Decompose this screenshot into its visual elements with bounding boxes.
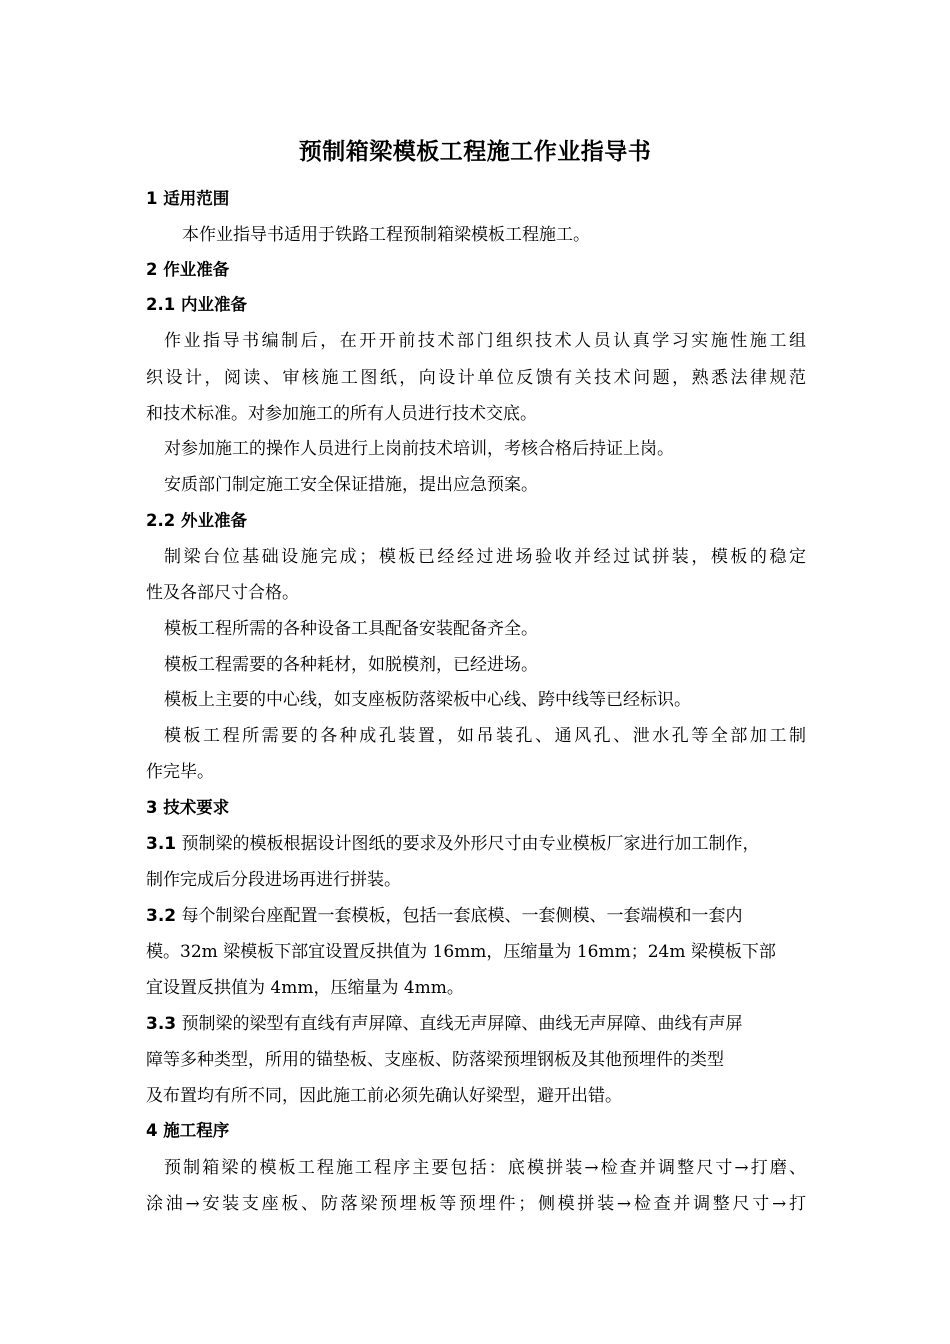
paragraph-line: 涂油→安装支座板、防落梁预埋板等预埋件；侧模拼装→检查并调整尺寸→打 — [146, 1194, 806, 1214]
section-heading-3: 3 技术要求 — [146, 798, 230, 817]
document-title: 预制箱梁模板工程施工作业指导书 — [298, 139, 652, 165]
paragraph-line: 本作业指导书适用于铁路工程预制箱梁模板工程施工。 — [182, 225, 590, 245]
paragraph-line: 作业指导书编制后，在开开前技术部门组织技术人员认真学习实施性施工组 — [164, 331, 806, 351]
paragraph-line: 模板上主要的中心线，如支座板防落梁板中心线、跨中线等已经标识。 — [164, 690, 691, 710]
clause-text: 每个制梁台座配置一套模板，包括一套底模、一套侧模、一套端模和一套内 — [176, 906, 743, 926]
clause-number: 3.2 — [146, 906, 177, 926]
clause-text: 预制梁的模板根据设计图纸的要求及外形尺寸由专业模板厂家进行加工制作， — [176, 834, 760, 854]
paragraph-line: 及布置均有所不同，因此施工前必须先确认好梁型，避开出错。 — [146, 1086, 622, 1106]
paragraph-line: 模板工程所需的各种设备工具配备安装配备齐全。 — [164, 619, 538, 639]
paragraph-line: 模。32m 梁模板下部宜设置反拱值为 16mm，压缩量为 16mm；24m 梁模板下部 — [146, 942, 776, 962]
paragraph-line: 障等多种类型，所用的锚垫板、支座板、防落梁预埋钢板及其他预埋件的类型 — [146, 1050, 724, 1070]
paragraph-line: 作完毕。 — [146, 762, 214, 782]
paragraph-line: 模板工程所需要的各种成孔装置，如吊装孔、通风孔、泄水孔等全部加工制 — [164, 726, 806, 746]
paragraph-line: 和技术标准。对参加施工的所有人员进行技术交底。 — [146, 404, 537, 424]
paragraph-line: 宜设置反拱值为 4mm，压缩量为 4mm。 — [146, 978, 464, 998]
subsection-heading-2-2: 2.2 外业准备 — [146, 511, 247, 530]
section-heading-4: 4 施工程序 — [146, 1121, 230, 1140]
paragraph-line: 制梁台位基础设施完成；模板已经经过进场验收并经过试拼装，模板的稳定 — [164, 547, 806, 567]
paragraph-line: 对参加施工的操作人员进行上岗前技术培训，考核合格后持证上岗。 — [164, 439, 674, 459]
clause-number: 3.1 — [146, 834, 177, 854]
paragraph-line: 织设计，阅读、审核施工图纸，向设计单位反馈有关技术问题，熟悉法律规范 — [146, 368, 806, 388]
paragraph-line: 安质部门制定施工安全保证措施，提出应急预案。 — [164, 475, 538, 495]
subsection-heading-2-1: 2.1 内业准备 — [146, 295, 247, 314]
clause-3-1-line — [146, 832, 826, 856]
clause-3-3-line — [146, 1012, 826, 1036]
paragraph-line: 性及各部尺寸合格。 — [146, 583, 299, 603]
clause-number: 3.3 — [146, 1014, 177, 1034]
section-heading-1: 1 适用范围 — [146, 189, 230, 208]
paragraph-line: 预制箱梁的模板工程施工程序主要包括：底模拼装→检查并调整尺寸→打磨、 — [164, 1158, 806, 1178]
clause-text: 预制梁的梁型有直线有声屏障、直线无声屏障、曲线无声屏障、曲线有声屏 — [176, 1014, 743, 1034]
paragraph-line: 制作完成后分段进场再进行拼装。 — [146, 870, 401, 890]
paragraph-line: 模板工程需要的各种耗材，如脱模剂，已经进场。 — [164, 655, 538, 675]
clause-3-2-line — [146, 904, 826, 928]
section-heading-2: 2 作业准备 — [146, 260, 230, 279]
